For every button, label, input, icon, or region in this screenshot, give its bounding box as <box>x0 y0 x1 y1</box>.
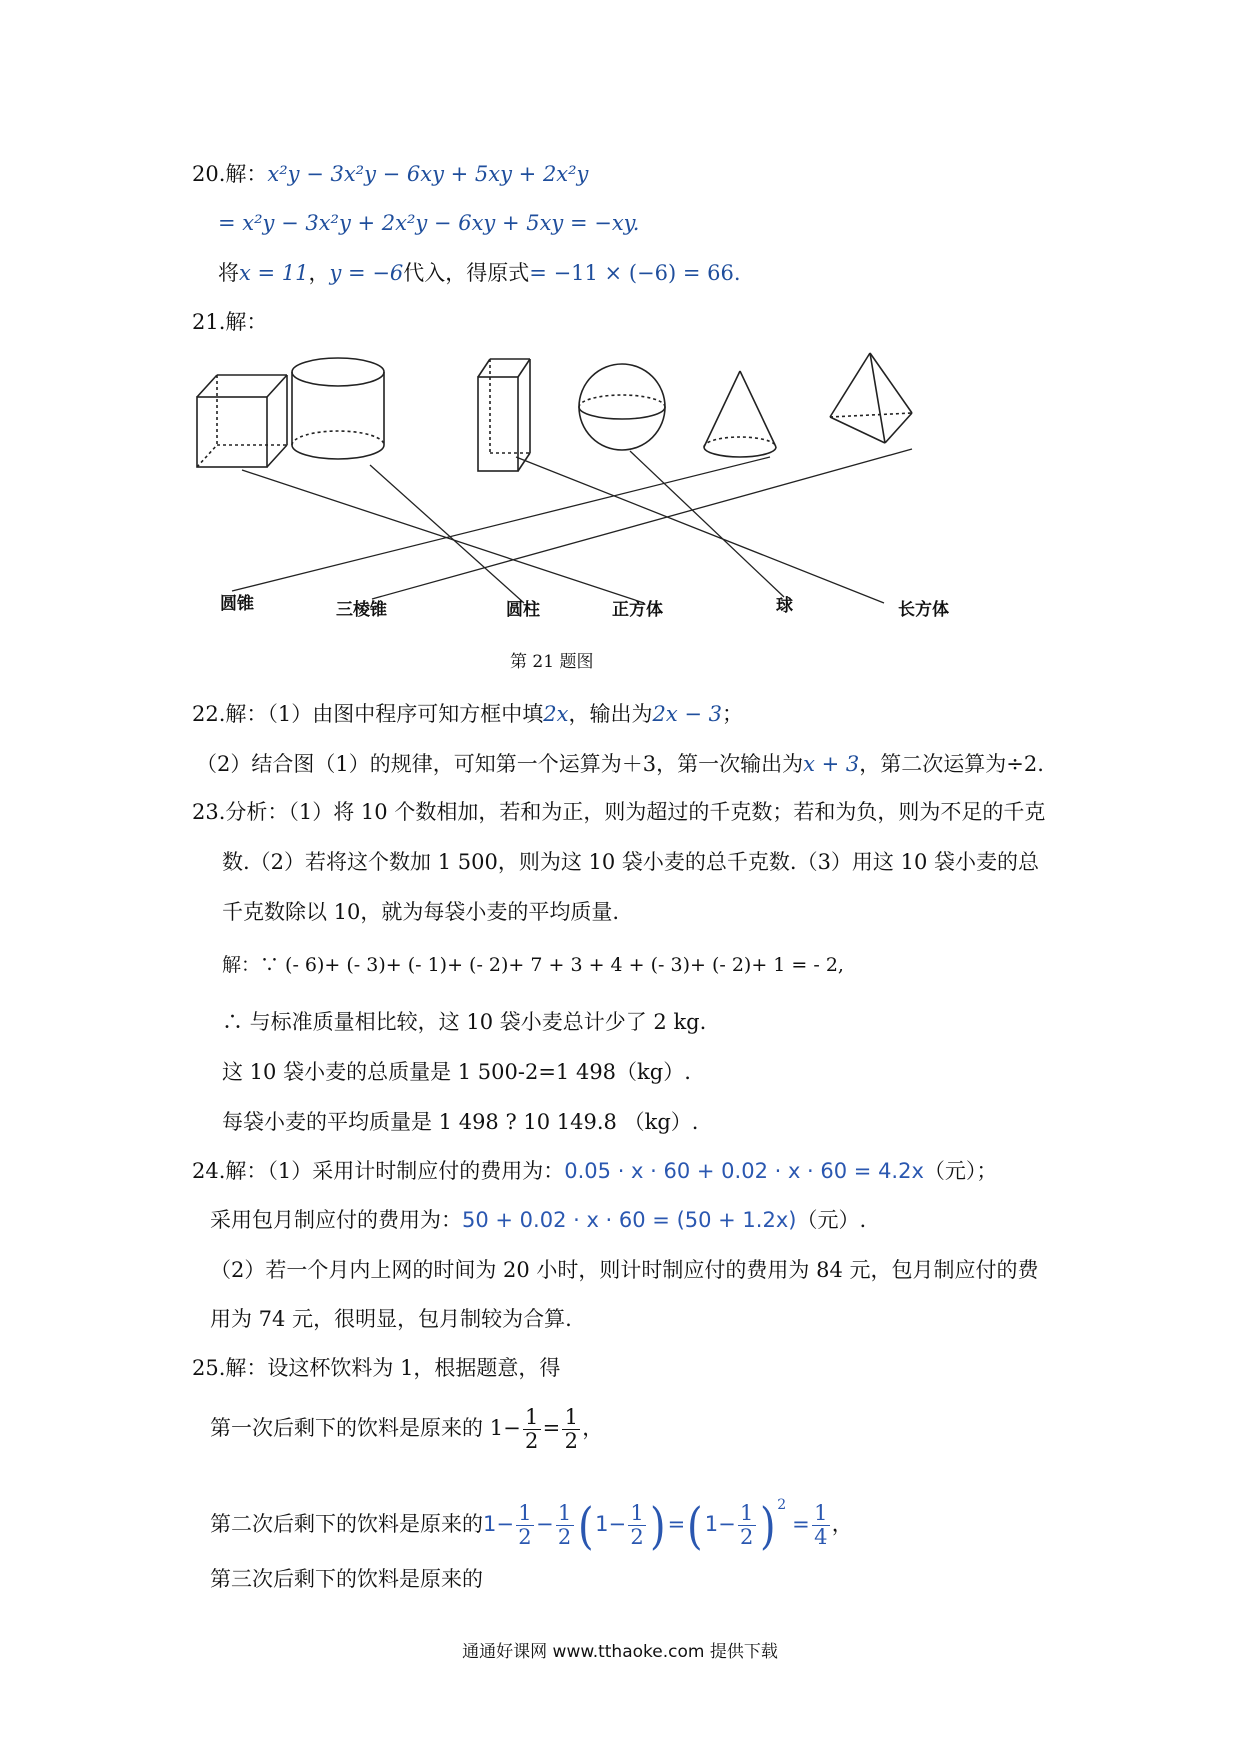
open-paren: ( <box>687 1496 703 1555</box>
q23-line7: 每袋小麦的平均质量是 1 498 ? 10 149.8 （kg）. <box>222 1110 699 1134</box>
q22-line1-mid: ，输出为 <box>568 702 653 726</box>
q25-line1: 25.解：设这杯饮料为 1，根据题意，得 <box>192 1356 561 1380</box>
q25-line3 <box>210 1472 853 1555</box>
frac-num: 1 <box>564 1405 578 1429</box>
frac-num: 1 <box>518 1501 532 1525</box>
footer-watermark: 通通好课网 www.tthaoke.com 提供下载 <box>462 1642 778 1662</box>
q25-line3-eq2: = <box>792 1512 810 1536</box>
q25-line3-frac-quarter <box>812 1502 830 1549</box>
frac-num: 1 <box>524 1405 539 1429</box>
q25-line3-frac4 <box>738 1502 756 1549</box>
label-cuboid: 长方体 <box>898 600 949 620</box>
q24-line2-pre: 采用包月制应付的费用为： <box>210 1208 462 1232</box>
q21-caption: 第 21 题图 <box>510 652 594 672</box>
cylinder-icon <box>292 358 384 459</box>
q25-line2-pre: 第一次后剩下的饮料是原来的 <box>210 1416 483 1440</box>
q21-label: 21.解： <box>192 310 268 334</box>
frac-den: 2 <box>518 1525 532 1549</box>
cone-icon <box>704 371 776 457</box>
label-sphere: 球 <box>776 596 793 616</box>
q22-line1-end: ； <box>722 702 743 726</box>
frac-num: 1 <box>814 1501 828 1525</box>
q20-sub-result: = −11 × (−6) = 66. <box>529 261 741 285</box>
q23-line5: ∴ 与标准质量相比较，这 10 袋小麦总计少了 2 kg. <box>222 1010 707 1034</box>
frac-den: 2 <box>630 1525 644 1549</box>
q21-matching-figure <box>190 345 990 625</box>
q22-line2-end: ，第二次运算为÷2. <box>859 752 1044 776</box>
q25-line3-one: 1 <box>483 1512 497 1536</box>
q23-line3: 千克数除以 10，就为每袋小麦的平均质量. <box>222 900 620 924</box>
frac-den: 4 <box>814 1525 828 1549</box>
close-paren: ) <box>650 1496 666 1555</box>
close-paren: ) <box>759 1496 776 1555</box>
q20-sub-y: y = −6 <box>329 261 404 285</box>
q20-sub-pre: 将 <box>218 261 239 285</box>
label-cylinder: 圆柱 <box>506 600 540 620</box>
frac-den: 2 <box>564 1429 578 1453</box>
q25-line3-eq1: = <box>667 1512 686 1536</box>
cuboid-icon <box>478 359 530 471</box>
q20-line3 <box>218 259 741 287</box>
q25-line4: 第三次后剩下的饮料是原来的 <box>210 1567 483 1591</box>
q20-expr2: = x²y − 3x²y + 2x²y − 6xy + 5xy = −xy. <box>218 211 640 235</box>
q25-line3-frac2 <box>556 1502 574 1549</box>
q20-sub-x: x = 11 <box>239 261 309 285</box>
line-cube-square <box>242 470 644 603</box>
open-paren: ( <box>577 1496 594 1555</box>
frac-den: 2 <box>740 1525 754 1549</box>
q25-fraction-half <box>523 1406 541 1453</box>
line-cylinder-cylinder <box>370 465 524 603</box>
q24-line1-math: 0.05 · x · 60 + 0.02 · x · 60 = 4.2x <box>564 1159 924 1183</box>
triangular-pyramid-icon <box>830 353 912 443</box>
frac-den: 2 <box>524 1429 539 1453</box>
q24-line2 <box>210 1206 866 1234</box>
q25-line3-minus1: − <box>496 1512 514 1536</box>
q25-line2 <box>210 1398 603 1458</box>
q25-line3-frac1 <box>516 1502 534 1549</box>
q20-expr1: x²y − 3x²y − 6xy + 5xy + 2x²y <box>267 162 589 186</box>
q25-fraction-half-result <box>562 1406 580 1453</box>
q20-label: 20.解： <box>192 162 268 186</box>
frac-num: 1 <box>630 1501 644 1525</box>
label-cube: 正方体 <box>612 600 663 620</box>
q25-line2-eq: = <box>542 1416 561 1440</box>
q20-line2 <box>218 209 639 237</box>
q23-line1: 23.分析：（1）将 10 个数相加，若和为正，则为超过的千克数；若和为负，则为不足的千克 <box>192 800 1046 824</box>
q23-line6: 这 10 袋小麦的总质量是 1 500-2=1 498（kg）. <box>222 1060 691 1084</box>
q25-line3-exponent: 2 <box>777 1497 787 1513</box>
sphere-icon <box>579 364 665 450</box>
q25-line3-minus3: − <box>608 1512 627 1536</box>
q22-line1-pre: 22.解：（1）由图中程序可知方框中填 <box>192 702 544 726</box>
frac-num: 1 <box>557 1501 572 1525</box>
q24-line1-pre: 24.解：（1）采用计时制应付的费用为： <box>192 1159 565 1183</box>
q20-line1 <box>192 160 588 188</box>
q22-line2-pre: （2）结合图（1）的规律，可知第一个运算为＋3，第一次输出为 <box>196 752 804 776</box>
q24-line4: 用为 74 元，很明显，包月制较为合算. <box>210 1307 572 1331</box>
q24-line2-end: （元）. <box>796 1208 867 1232</box>
q20-sub-mid: 代入，得原式 <box>403 261 530 285</box>
q25-line3-minus2: − <box>535 1512 554 1536</box>
q23-line4: 解：∵ (- 6)+ (- 3)+ (- 1)+ (- 2)+ 7 + 3 + 4 + (- 3)+ (- 2)+ 1 = - 2, <box>222 954 844 976</box>
q22-line1 <box>192 700 743 728</box>
frac-num: 1 <box>740 1501 754 1525</box>
frac-den: 2 <box>557 1525 572 1549</box>
q23-line2: 数.（2）若将这个数加 1 500，则为这 10 袋小麦的总千克数.（3）用这 10 袋小麦的总 <box>222 850 1040 874</box>
q25-line3-minus4: − <box>718 1512 736 1536</box>
cube-icon <box>197 375 287 467</box>
q24-line2-math: 50 + 0.02 · x · 60 = (50 + 1.2x) <box>462 1208 797 1232</box>
label-cone: 圆锥 <box>220 594 254 614</box>
q22-line1-math1: 2x <box>543 702 569 726</box>
q22-line2 <box>196 750 1044 778</box>
q25-line2-minus: − <box>503 1416 521 1440</box>
label-triangular-pyramid: 三棱锥 <box>336 600 387 620</box>
q24-line3: （2）若一个月内上网的时间为 20 小时，则计时制应付的费用为 84 元，包月制应付的费 <box>210 1258 1039 1282</box>
q22-line2-math: x + 3 <box>803 752 860 776</box>
line-pyramid-pyramid <box>372 449 912 599</box>
q24-line1-end: （元）； <box>923 1159 998 1183</box>
line-cuboid-cuboid <box>516 457 884 603</box>
q25-line3-frac3 <box>628 1502 646 1549</box>
line-cone-cone <box>232 457 770 591</box>
q25-line3-comma: ， <box>831 1512 853 1536</box>
q25-line3-one3: 1 <box>704 1512 719 1536</box>
q25-line2-comma: ， <box>582 1416 604 1440</box>
q25-line2-one: 1 <box>489 1416 504 1440</box>
q24-line1 <box>192 1157 997 1185</box>
q25-line3-pre: 第二次后剩下的饮料是原来的 <box>210 1512 483 1536</box>
q22-line1-math2: 2x − 3 <box>652 702 722 726</box>
matching-lines <box>232 449 912 603</box>
q25-line3-one2: 1 <box>595 1512 609 1536</box>
q20-sub-comma: ， <box>308 261 330 285</box>
